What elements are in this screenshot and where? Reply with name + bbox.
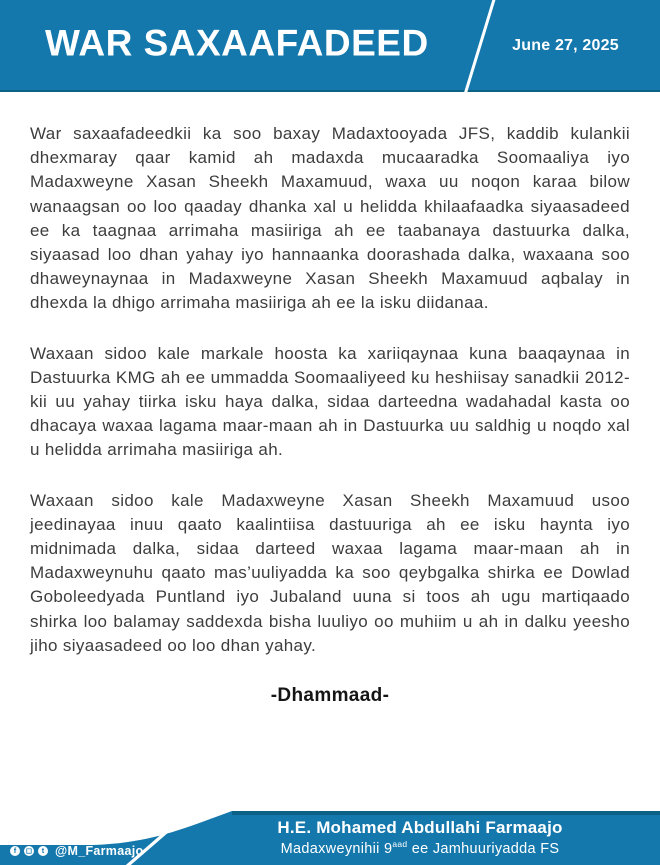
paragraph-2: Waxaan sidoo kale markale hoosta ka xariiqaynaa kuna baaqaynaa in Dastuurka KMG ah ee ummadda Soomaaliyeed ku heshiisay sanadkii 2012-kii uu yahay tiirka isku haya dalka, sidaa darteedna wadahadal kasta oo dhacaya waxaa lagama maar-maan ah in Dastuurka uu saldhig u noqdo xal u helidda arrimaha masiiriga ah. bbox=[30, 343, 630, 460]
body-text bbox=[0, 94, 660, 708]
header-diagonal-divider bbox=[463, 0, 497, 98]
footer-subtitle bbox=[180, 841, 660, 857]
footer-subtitle-ordinal: aad bbox=[392, 839, 408, 850]
footer-name: H.E. Mohamed Abdullahi Farmaajo bbox=[277, 818, 563, 837]
social-handle[interactable]: @M_Farmaajo bbox=[55, 844, 144, 858]
footer bbox=[0, 805, 660, 865]
twitter-icon[interactable]: t bbox=[38, 846, 48, 856]
facebook-icon[interactable]: f bbox=[10, 846, 20, 856]
paragraph-3: Waxaan sidoo kale Madaxweyne Xasan Sheekh Maxamuud usoo jeedinayaa inuu qaato kaalintiisa dastuuriga ah ee isku haynta iyo midnimada dalka, sidaa darteed waxaa lagama maar-maan ah in Madaxweynuhu qaato mas’uuliyadda ka soo qeybgalka shirka ee Dowlad Goboleedyada Puntland iyo Jubaland uuna si toos ah ugu martiqaado shirka loo balamay saddexda bisha luuliyo oo muhiim u ah in dalku yeesho jiho siyaasadeed oo loo dhan yahay. bbox=[30, 490, 630, 655]
header-banner bbox=[0, 0, 660, 92]
paragraph-1: War saxaafadeedkii ka soo baxay Madaxtooyada JFS, kaddib kulankii dhexmaray qaar kamid ah madaxda mucaaradka Soomaaliya iyo Madaxweyne Xasan Sheekh Maxamuud, waxa uu noqon karaa bilow wanaagsan oo loo qaaday dhanka xal u helidda khilaafaadka siyaasadeed ee ka taagnaa arrimaha masiiriga ah ee taabanaya dastuurka dalka, siyaasad loo dhan yahay iyo hannaanka doorashada dalka, waxaana soo dhaweynaynaa in Madaxweyne Xasan Sheekh Maxamuud aqbalay in dhexda la dhigo arrimaha masiiriga ah ee la isku diidanaa. bbox=[30, 124, 630, 313]
footer-text bbox=[180, 818, 660, 857]
instagram-icon[interactable]: ◻ bbox=[25, 846, 33, 855]
social-bar bbox=[10, 844, 143, 858]
header-date: June 27, 2025 bbox=[512, 37, 619, 54]
footer-subtitle-prefix: Madaxweynihii 9 bbox=[280, 841, 393, 857]
footer-subtitle-suffix: ee Jamhuuriyadda FS bbox=[407, 841, 560, 857]
page-title: WAR SAXAAFADEED bbox=[45, 22, 429, 64]
end-marker: -Dhammaad- bbox=[270, 685, 390, 707]
